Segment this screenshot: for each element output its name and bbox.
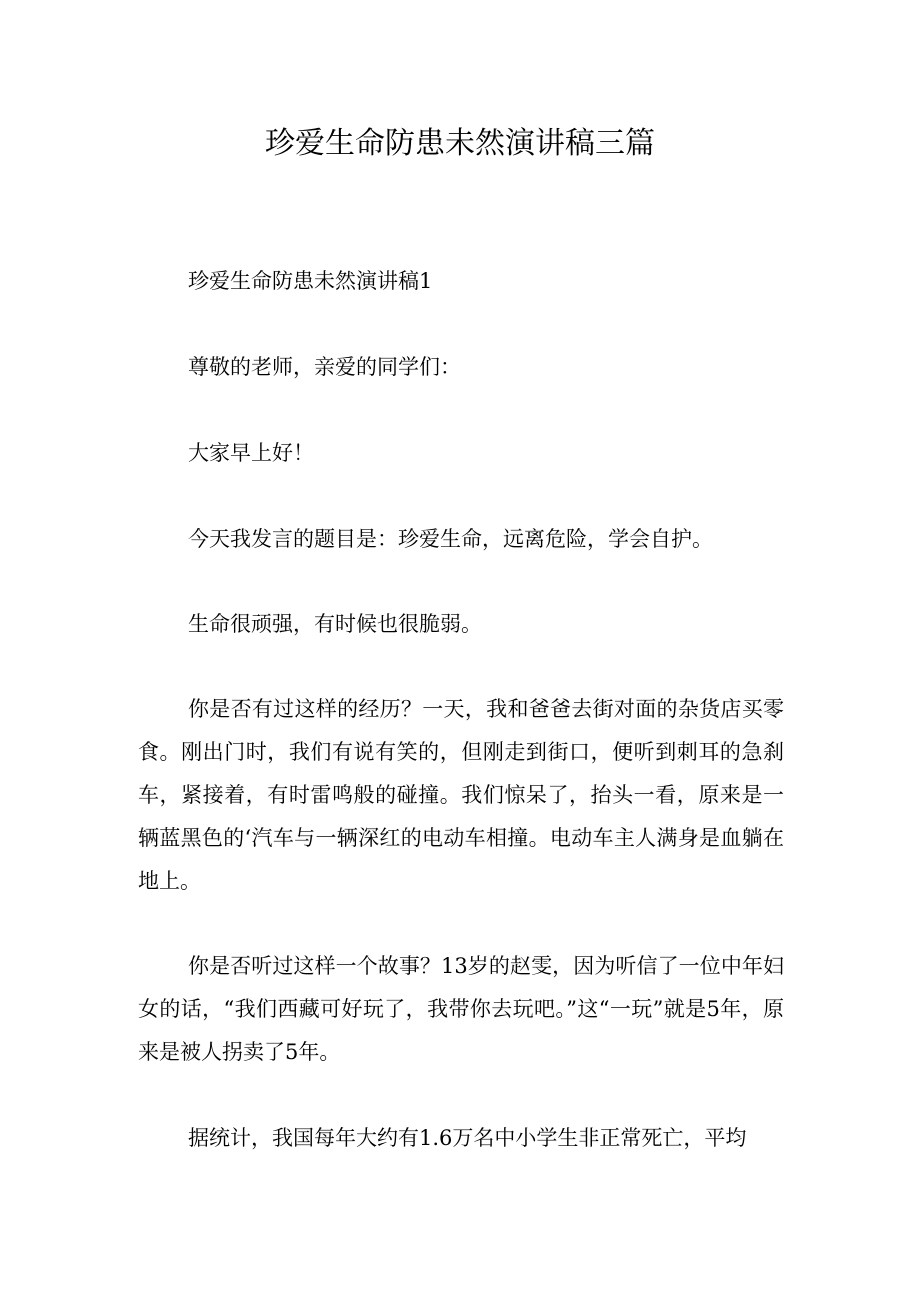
body-paragraph: 生命很顽强，有时候也很脆弱。	[188, 612, 482, 636]
salutation: 尊敬的老师，亲爱的同学们：	[188, 355, 461, 379]
body-paragraph: 据统计，我国每年大约有1.6万名中小学生非正常死亡，平均	[188, 1126, 747, 1150]
speech-heading: 珍爱生命防患未然演讲稿1	[188, 269, 433, 293]
page-title: 珍爱生命防患未然演讲稿三篇	[265, 126, 655, 161]
body-paragraph: 你是否听过这样一个故事？13岁的赵雯，因为听信了一位中年妇女的话，“我们西藏可好玩了，我带你去玩吧。”这“一玩”就是5年，原来是被人拐卖了5年。	[138, 954, 784, 1064]
greeting: 大家早上好！	[188, 441, 314, 465]
topic-paragraph: 今天我发言的题目是：珍爱生命，远离危险，学会自护。	[188, 527, 713, 551]
body-paragraph: 你是否有过这样的经历？一天，我和爸爸去街对面的杂货店买零食。刚出门时，我们有说有笑的，但刚走到街口，便听到刺耳的急刹车，紧接着，有时雷鸣般的碰撞。我们惊呆了，抬头一看，原来是一辆蓝黑色的‘汽车与一辆深红的电动车相撞。电动车主人满身是血躺在地上。	[138, 697, 784, 893]
